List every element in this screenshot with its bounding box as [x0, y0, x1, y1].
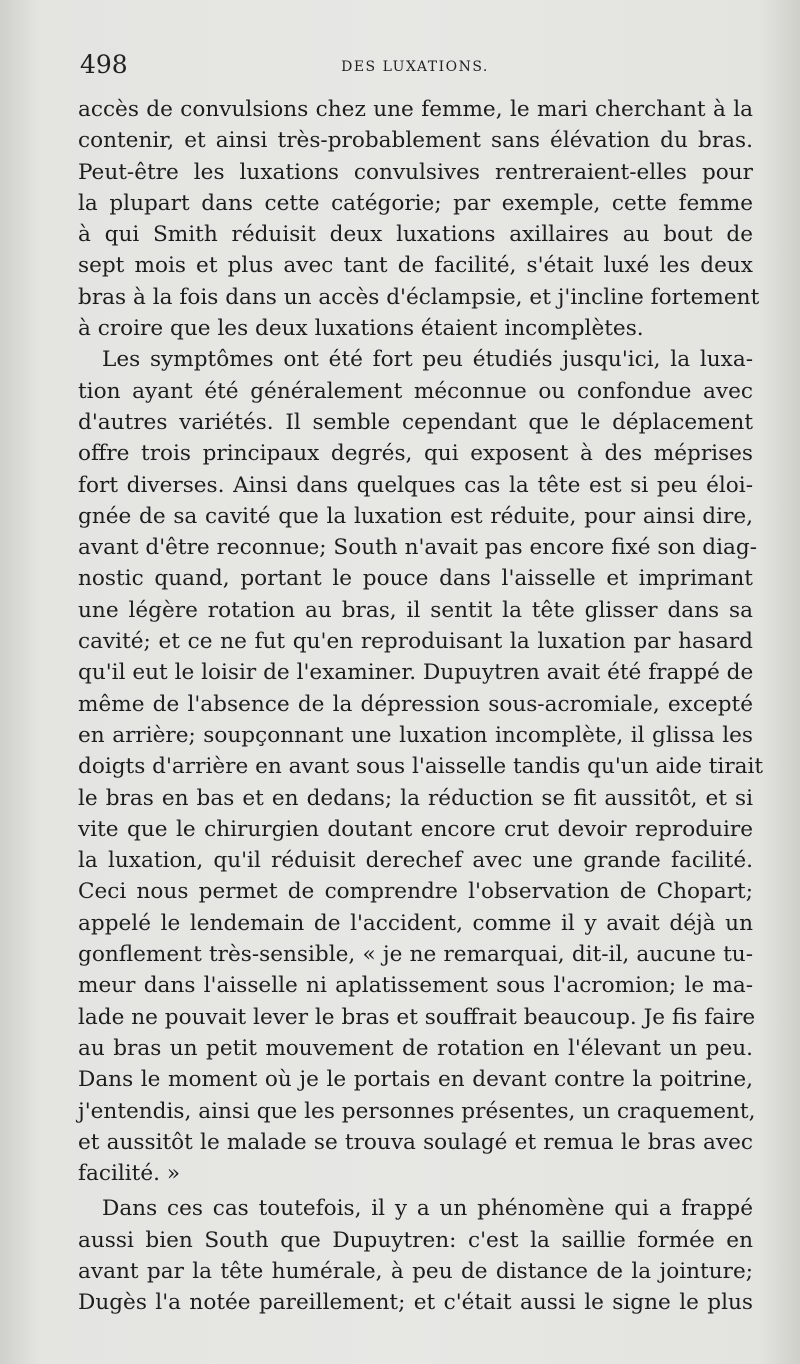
text-line: contenir, et ainsi très-probablement sans élévation du bras. — [78, 128, 753, 154]
page-number: 498 — [80, 50, 128, 79]
paragraph-3 — [78, 1193, 753, 1318]
text-line: Peut-être les luxations convulsives rentreraient-elles pour — [78, 159, 753, 185]
text-line: Ceci nous permet de comprendre l'observation de Chopart; — [78, 879, 753, 905]
text-line: Dans ces cas toutefois, il y a un phénomène qui a frappé — [102, 1196, 753, 1222]
text-line: même de l'absence de la dépression sous-acromiale, excepté — [78, 691, 753, 717]
text-line: facilité. » — [78, 1161, 181, 1187]
text-line: doigts d'arrière en avant sous l'aisselle tandis qu'un aide tirait — [78, 754, 764, 780]
text-line: avant d'être reconnue; South n'avait pas encore fixé son diag- — [78, 535, 757, 561]
text-line: en arrière; soupçonnant une luxation incomplète, il glissa les — [78, 722, 753, 748]
text-line: sept mois et plus avec tant de facilité, s'était luxé les deux — [78, 253, 753, 279]
page-header — [80, 50, 750, 86]
text-line: et aussitôt le malade se trouva soulagé et remua le bras avec — [78, 1129, 753, 1155]
text-line: au bras un petit mouvement de rotation en l'élevant un peu. — [78, 1035, 753, 1061]
text-line: lade ne pouvait lever le bras et souffrait beaucoup. Je fis faire — [78, 1004, 756, 1030]
text-line: aussi bien South que Dupuytren: c'est la saillie formée en — [78, 1227, 753, 1253]
text-line: meur dans l'aisselle ni aplatissement sous l'acromion; le ma- — [78, 973, 753, 999]
text-line: vite que le chirurgien doutant encore crut devoir reproduire — [78, 816, 753, 842]
text-line: Dugès l'a notée pareillement; et c'était aussi le signe le plus — [78, 1290, 753, 1316]
text-line: la plupart dans cette catégorie; par exemple, cette femme — [78, 190, 753, 216]
text-line: le bras en bas et en dedans; la réduction se fit aussitôt, et si — [78, 785, 753, 811]
text-line: j'entendis, ainsi que les personnes présentes, un craquement, — [78, 1098, 756, 1124]
text-line: avant par la tête humérale, à peu de distance de la jointure; — [78, 1258, 753, 1284]
text-line: gnée de sa cavité que la luxation est réduite, pour ainsi dire, — [78, 503, 753, 529]
running-title: DES LUXATIONS. — [341, 59, 489, 75]
paragraph-1 — [78, 94, 760, 344]
text-line: tion ayant été généralement méconnue ou confondue avec — [78, 378, 753, 404]
text-line: d'autres variétés. Il semble cependant que le déplacement — [78, 409, 753, 435]
text-line: accès de convulsions chez une femme, le mari cherchant à la — [78, 97, 753, 122]
text-line: fort diverses. Ainsi dans quelques cas la tête est si peu éloi- — [78, 472, 753, 498]
text-line: qu'il eut le loisir de l'examiner. Dupuytren avait été frappé de — [78, 660, 754, 686]
text-line: cavité; et ce ne fut qu'en reproduisant la luxation par hasard — [78, 629, 753, 655]
text-line: à qui Smith réduisit deux luxations axillaires au bout de — [78, 222, 753, 248]
text-line: offre trois principaux degrés, qui exposent à des méprises — [78, 441, 753, 467]
text-line: gonflement très-sensible, « je ne remarquai, dit-il, aucune tu- — [78, 942, 753, 968]
text-line: la luxation, qu'il réduisit derechef avec une grande facilité. — [78, 848, 753, 874]
text-line: à croire que les deux luxations étaient incomplètes. — [78, 316, 644, 342]
text-line: Dans le moment où je le portais en devant contre la poitrine, — [78, 1067, 753, 1093]
text-line: nostic quand, portant le pouce dans l'aisselle et imprimant — [78, 566, 753, 592]
text-line: une légère rotation au bras, il sentit la tête glisser dans sa — [78, 597, 753, 623]
body-text — [78, 94, 764, 1319]
text-line: Les symptômes ont été fort peu étudiés jusqu'ici, la luxa- — [102, 347, 753, 373]
text-line: appelé le lendemain de l'accident, comme il y avait déjà un — [78, 910, 753, 936]
paragraph-2 — [78, 344, 764, 1189]
text-line: bras à la fois dans un accès d'éclampsie, et j'incline fortement — [78, 284, 760, 310]
